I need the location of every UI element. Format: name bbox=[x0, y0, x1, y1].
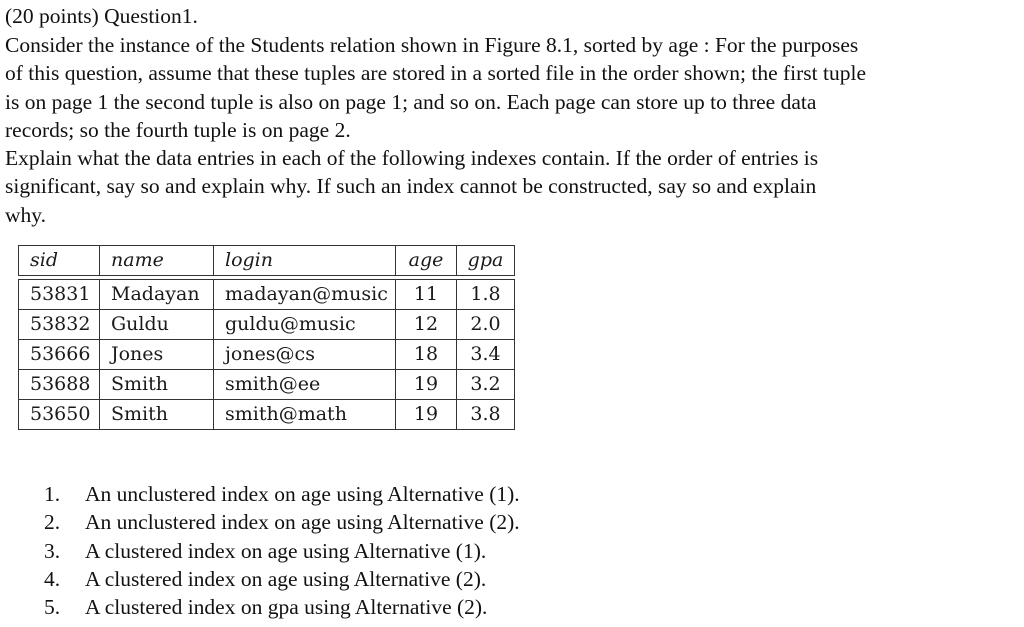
cell-sid: 53688 bbox=[19, 370, 100, 400]
question-instructions bbox=[5, 144, 1015, 229]
cell-gpa: 3.2 bbox=[457, 370, 515, 400]
item-text: An unclustered index on age using Alternative (2). bbox=[85, 510, 520, 535]
instruction-line: why. bbox=[5, 202, 47, 227]
cell-age: 19 bbox=[396, 370, 457, 400]
item-number: 1. bbox=[44, 482, 61, 506]
cell-login: smith@math bbox=[214, 400, 396, 430]
cell-sid: 53650 bbox=[19, 400, 100, 430]
column-header-sid: sid bbox=[19, 246, 100, 276]
item-number: 5. bbox=[44, 595, 61, 620]
cell-gpa: 3.4 bbox=[457, 340, 515, 370]
cell-login: smith@ee bbox=[214, 370, 396, 400]
column-header-name: name bbox=[100, 246, 214, 276]
cell-name: Guldu bbox=[100, 310, 214, 340]
intro-line: is on page 1 the second tuple is also on page 1; and so on. Each page can store up to three data bbox=[5, 89, 817, 114]
table-row bbox=[19, 400, 515, 430]
cell-sid: 53666 bbox=[19, 340, 100, 370]
question-title-text: (20 points) Question1. bbox=[5, 4, 198, 28]
intro-line: Consider the instance of the Students relation shown in Figure 8.1, sorted by age : For the purposes bbox=[5, 33, 859, 57]
cell-login: guldu@music bbox=[214, 310, 396, 340]
cell-gpa: 2.0 bbox=[457, 310, 515, 340]
column-header-age: age bbox=[396, 246, 457, 276]
item-number: 4. bbox=[44, 566, 61, 591]
list-item bbox=[44, 480, 520, 508]
list-item bbox=[44, 537, 520, 565]
cell-gpa: 3.8 bbox=[457, 400, 515, 430]
table-row bbox=[19, 370, 515, 400]
list-item bbox=[44, 508, 520, 536]
cell-age: 11 bbox=[396, 280, 457, 310]
item-text: A clustered index on age using Alternative (2). bbox=[85, 566, 487, 591]
cell-age: 12 bbox=[396, 310, 457, 340]
cell-login: madayan@music bbox=[214, 280, 396, 310]
intro-line: records; so the fourth tuple is on page 2. bbox=[5, 117, 351, 142]
cell-gpa: 1.8 bbox=[457, 280, 515, 310]
cell-sid: 53832 bbox=[19, 310, 100, 340]
table-row bbox=[19, 340, 515, 370]
instruction-line: Explain what the data entries in each of the following indexes contain. If the order of entries is bbox=[5, 146, 819, 170]
item-text: A clustered index on age using Alternative (1). bbox=[85, 538, 487, 563]
item-text: A clustered index on gpa using Alternative (2). bbox=[85, 595, 488, 620]
column-header-login: login bbox=[214, 246, 396, 276]
students-table bbox=[18, 245, 514, 430]
question-intro bbox=[5, 31, 1015, 144]
index-question-list bbox=[44, 480, 520, 621]
cell-login: jones@cs bbox=[214, 340, 396, 370]
cell-name: Jones bbox=[100, 340, 214, 370]
table-header-row bbox=[19, 246, 515, 276]
intro-line: of this question, assume that these tuples are stored in a sorted file in the order shown; the first tuple bbox=[5, 61, 866, 86]
list-item bbox=[44, 593, 520, 621]
cell-age: 19 bbox=[396, 400, 457, 430]
table-row bbox=[19, 280, 515, 310]
question-title bbox=[5, 2, 1015, 30]
item-number: 2. bbox=[44, 510, 61, 535]
item-text: An unclustered index on age using Alternative (1). bbox=[85, 482, 520, 506]
column-header-gpa: gpa bbox=[457, 246, 515, 276]
cell-name: Smith bbox=[100, 400, 214, 430]
table-row bbox=[19, 310, 515, 340]
list-item bbox=[44, 565, 520, 593]
cell-name: Madayan bbox=[100, 280, 214, 310]
cell-age: 18 bbox=[396, 340, 457, 370]
students-table-body bbox=[18, 279, 515, 430]
instruction-line: significant, say so and explain why. If such an index cannot be constructed, say so and explain bbox=[5, 174, 817, 199]
cell-name: Smith bbox=[100, 370, 214, 400]
students-table-header bbox=[18, 245, 515, 276]
cell-sid: 53831 bbox=[19, 280, 100, 310]
item-number: 3. bbox=[44, 538, 61, 563]
